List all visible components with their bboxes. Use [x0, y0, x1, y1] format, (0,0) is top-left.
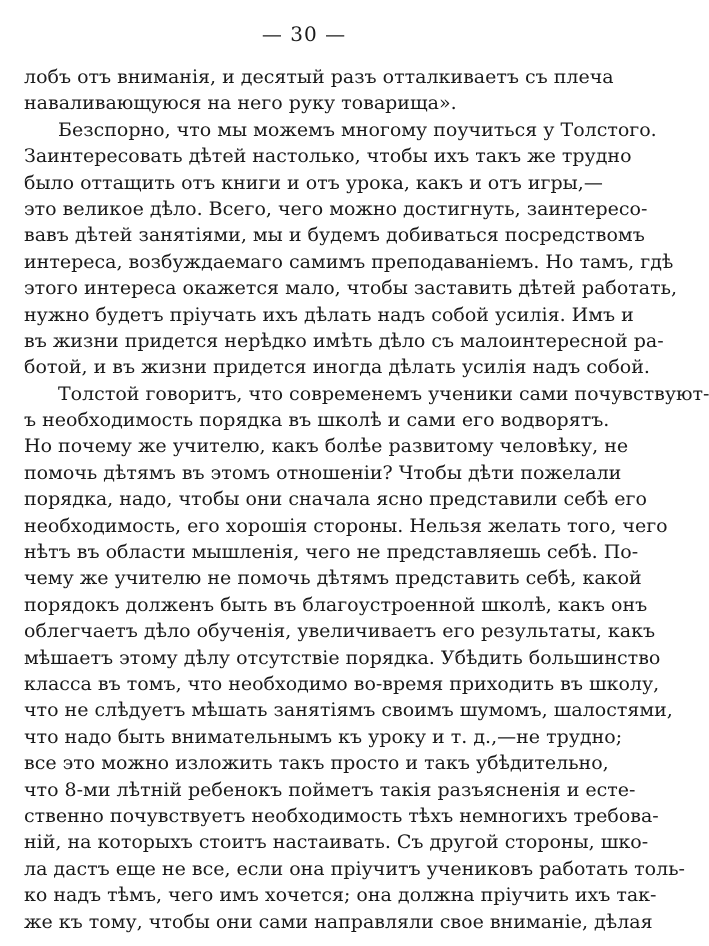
text-line: чему же учителю не помочь дѣтямъ представить себѣ, какой	[24, 567, 642, 590]
text-line: Толстой говоритъ, что современемъ ученики сами почувствуют-	[58, 382, 709, 405]
text-line: это великое дѣло. Всего, чего можно достигнуть, заинтересо-	[24, 197, 648, 220]
text-line: что надо быть внимательнымъ къ уроку и т. д.,—не трудно;	[24, 725, 623, 748]
text-line: ъ необходимость порядка въ школѣ и сами его водворятъ.	[24, 409, 610, 432]
text-line: мѣшаетъ этому дѣлу отсутствіе порядка. Убѣдить большинство	[24, 646, 661, 669]
text-line: что не слѣдуетъ мѣшать занятіямъ своимъ шумомъ, шалостями,	[24, 699, 673, 722]
text-line: что 8-ми лѣтній ребенокъ пойметъ такія разъясненія и есте-	[24, 778, 636, 801]
text-line: въ жизни придется нерѣдко имѣть дѣло съ малоинтересной ра-	[24, 329, 664, 352]
text-line: ко надъ тѣмъ, чего имъ хочется; она должна пріучить ихъ так-	[24, 884, 657, 907]
text-line: же къ тому, чтобы они сами направляли свое вниманіе, дѣлая	[24, 910, 653, 933]
text-line: помочь дѣтямъ въ этомъ отношеніи? Чтобы дѣти пожелали	[24, 461, 622, 484]
text-line: интереса, возбуждаемаго самимъ преподаваніемъ. Но тамъ, гдѣ	[24, 250, 674, 273]
text-line: этого интереса окажется мало, чтобы заставить дѣтей работать,	[24, 277, 678, 300]
text-line: класса въ томъ, что необходимо во-время приходить въ школу,	[24, 672, 660, 695]
body-text	[24, 64, 709, 935]
text-line: наваливающуюся на него руку товарища».	[24, 92, 457, 115]
text-line: ственно почувствуетъ необходимость тѣхъ немногихъ требова-	[24, 804, 659, 827]
text-line: лобъ отъ вниманія, и десятый разъ отталкиваетъ съ плеча	[24, 66, 614, 88]
text-line: ботой, и въ жизни придется иногда дѣлать усилія надъ собой.	[24, 356, 650, 379]
text-line: порядокъ долженъ быть въ благоустроенной школѣ, какъ онъ	[24, 593, 648, 616]
text-line: Безспорно, что мы можемъ многому поучиться у Толстого.	[58, 118, 657, 141]
text-line: Но почему же учителю, какъ болѣе развитому человѣку, не	[24, 435, 629, 458]
text-line: ній, на которыхъ стоитъ настаивать. Съ другой стороны, шко-	[24, 831, 649, 854]
page-number: — 30 —	[261, 22, 347, 46]
text-line: нужно будетъ пріучать ихъ дѣлать надъ собой усилія. Имъ и	[24, 303, 634, 326]
text-line: было оттащить отъ книги и отъ урока, какъ и отъ игры,—	[24, 171, 603, 194]
text-line: вавъ дѣтей занятіями, мы и будемъ добиваться посредствомъ	[24, 224, 645, 247]
text-line: ла дастъ еще не все, если она пріучитъ учениковъ работать толь-	[24, 857, 685, 880]
text-line: облегчаетъ дѣло обученія, увеличиваетъ его результаты, какъ	[24, 620, 656, 643]
text-line: порядка, надо, чтобы они сначала ясно представили себѣ его	[24, 488, 647, 511]
text-line: необходимость, его хорошія стороны. Нельзя желать того, чего	[24, 514, 668, 537]
text-line: все это можно изложить такъ просто и такъ убѣдительно,	[24, 752, 609, 775]
text-line: нѣтъ въ области мышленія, чего не представляешь себѣ. По-	[24, 541, 639, 564]
text-line: Заинтересовать дѣтей настолько, чтобы ихъ такъ же трудно	[24, 145, 632, 168]
book-page	[24, 0, 709, 946]
